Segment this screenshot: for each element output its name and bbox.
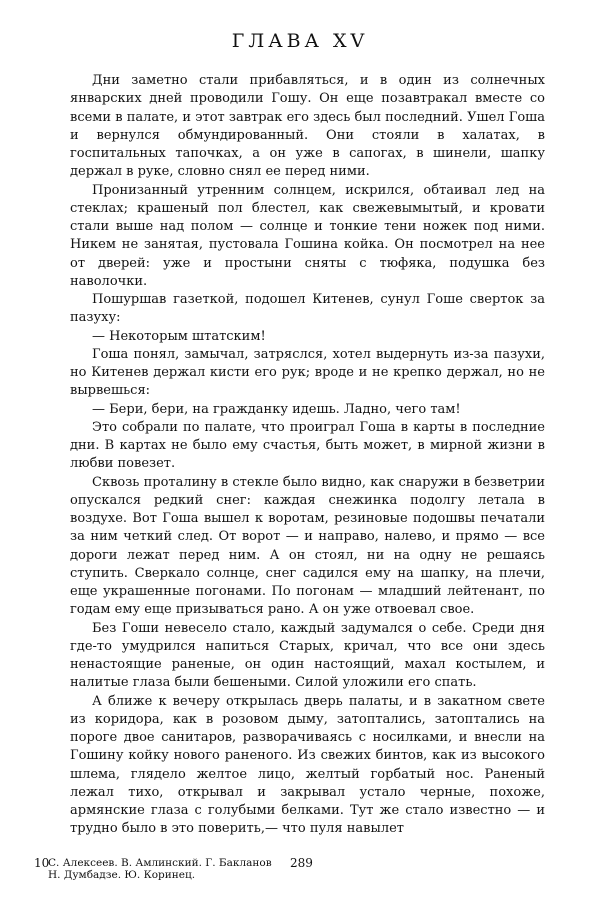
paragraph: А ближе к вечеру открылась дверь палаты, и в закатном свете из коридора, как в розовом дыму, затоптались, затоптались на пороге двое санитаров, разворачиваясь с носилками, и внесли на Гошину койку нового раненого. Из свежих бинтов, как из высокого шлема, глядело желтое лицо, желтый горбатый нос. Раненый лежал тихо, открывал и закрывал устало черные, похоже, армянские глаза с голубыми белками. Тут же стало известно — и трудно было в это поверить,— что пуля навылет: [70, 693, 545, 837]
paragraph: Это собрали по палате, что проиграл Гоша в карты в последние дни. В картах не было ему счастья, быть может, в мирной жизни в любви повезет.: [70, 419, 545, 472]
paragraph: Пошуршав газеткой, подошел Китенев, сунул Гоше сверток за пазуху:: [70, 292, 545, 326]
chapter-heading: ГЛАВА XV: [231, 30, 369, 52]
paragraph: Гоша понял, замычал, затряслся, хотел выдернуть из-за пазухи, но Китенев держал кисти его рук; вроде и не крепко держал, но не вырвешься:: [70, 346, 545, 399]
chapter-body: [70, 72, 545, 839]
paragraph-dialogue: — Бери, бери, на гражданку идешь. Ладно, чего там!: [92, 401, 461, 417]
paragraph: Сквозь проталину в стекле было видно, как снаружи в безветрии опускался редкий снег: каждая снежинка подолгу летала в воздухе. Вот Гоша вышел к воротам, резиновые подошвы печатали за ним четкий след. От ворот — и направо, налево, и прямо — все дороги лежат перед ним. А он стоял, ни на одну не решаясь ступить. Сверкало солнце, снег садился ему на шапку, на плечи, еще украшенные погонами. По погонам — младший лейтенант, по годам ему еще призываться рано. А он уже отвоевал свое.: [70, 474, 545, 618]
authors-line-2: Н. Думбадзе. Ю. Коринец.: [48, 869, 196, 881]
sheet-number: 10: [34, 856, 50, 870]
authors-line-1: С. Алексеев. В. Амлинский. Г. Бакланов: [48, 857, 272, 869]
paragraph: Дни заметно стали прибавляться, и в один из солнечных январских дней проводили Гошу. Он еще позавтракал вместе со всеми в палате, и этот завтрак его здесь был последний. Ушел Гоша и вернулся обмундированный. Они стояли в халатах, в госпитальных тапочках, а он уже в сапогах, в шинели, шапку держал в руке, словно снял ее перед ними.: [70, 73, 545, 180]
paragraph-dialogue: — Некоторым штатским!: [92, 328, 266, 344]
page-number: 289: [290, 856, 313, 870]
paragraph: Без Гоши невесело стало, каждый задумался о себе. Среди дня где-то умудрился напиться Старых, кричал, что все они здесь ненастоящие раненые, он один настоящий, махал костылем, и налитые глаза были бешеными. Силой уложили его спать.: [70, 620, 545, 691]
footer-authors: [48, 857, 308, 881]
paragraph: Пронизанный утренним солнцем, искрился, обтаивал лед на стеклах; крашеный пол блестел, как свежевымытый, и кровати стали выше над полом — солнце и тонкие тени ножек под ними. Никем не занятая, пустовала Гошина койка. Он посмотрел на нее от дверей: уже и простыни сняты с тюфяка, подушка без наволочки.: [70, 182, 545, 289]
